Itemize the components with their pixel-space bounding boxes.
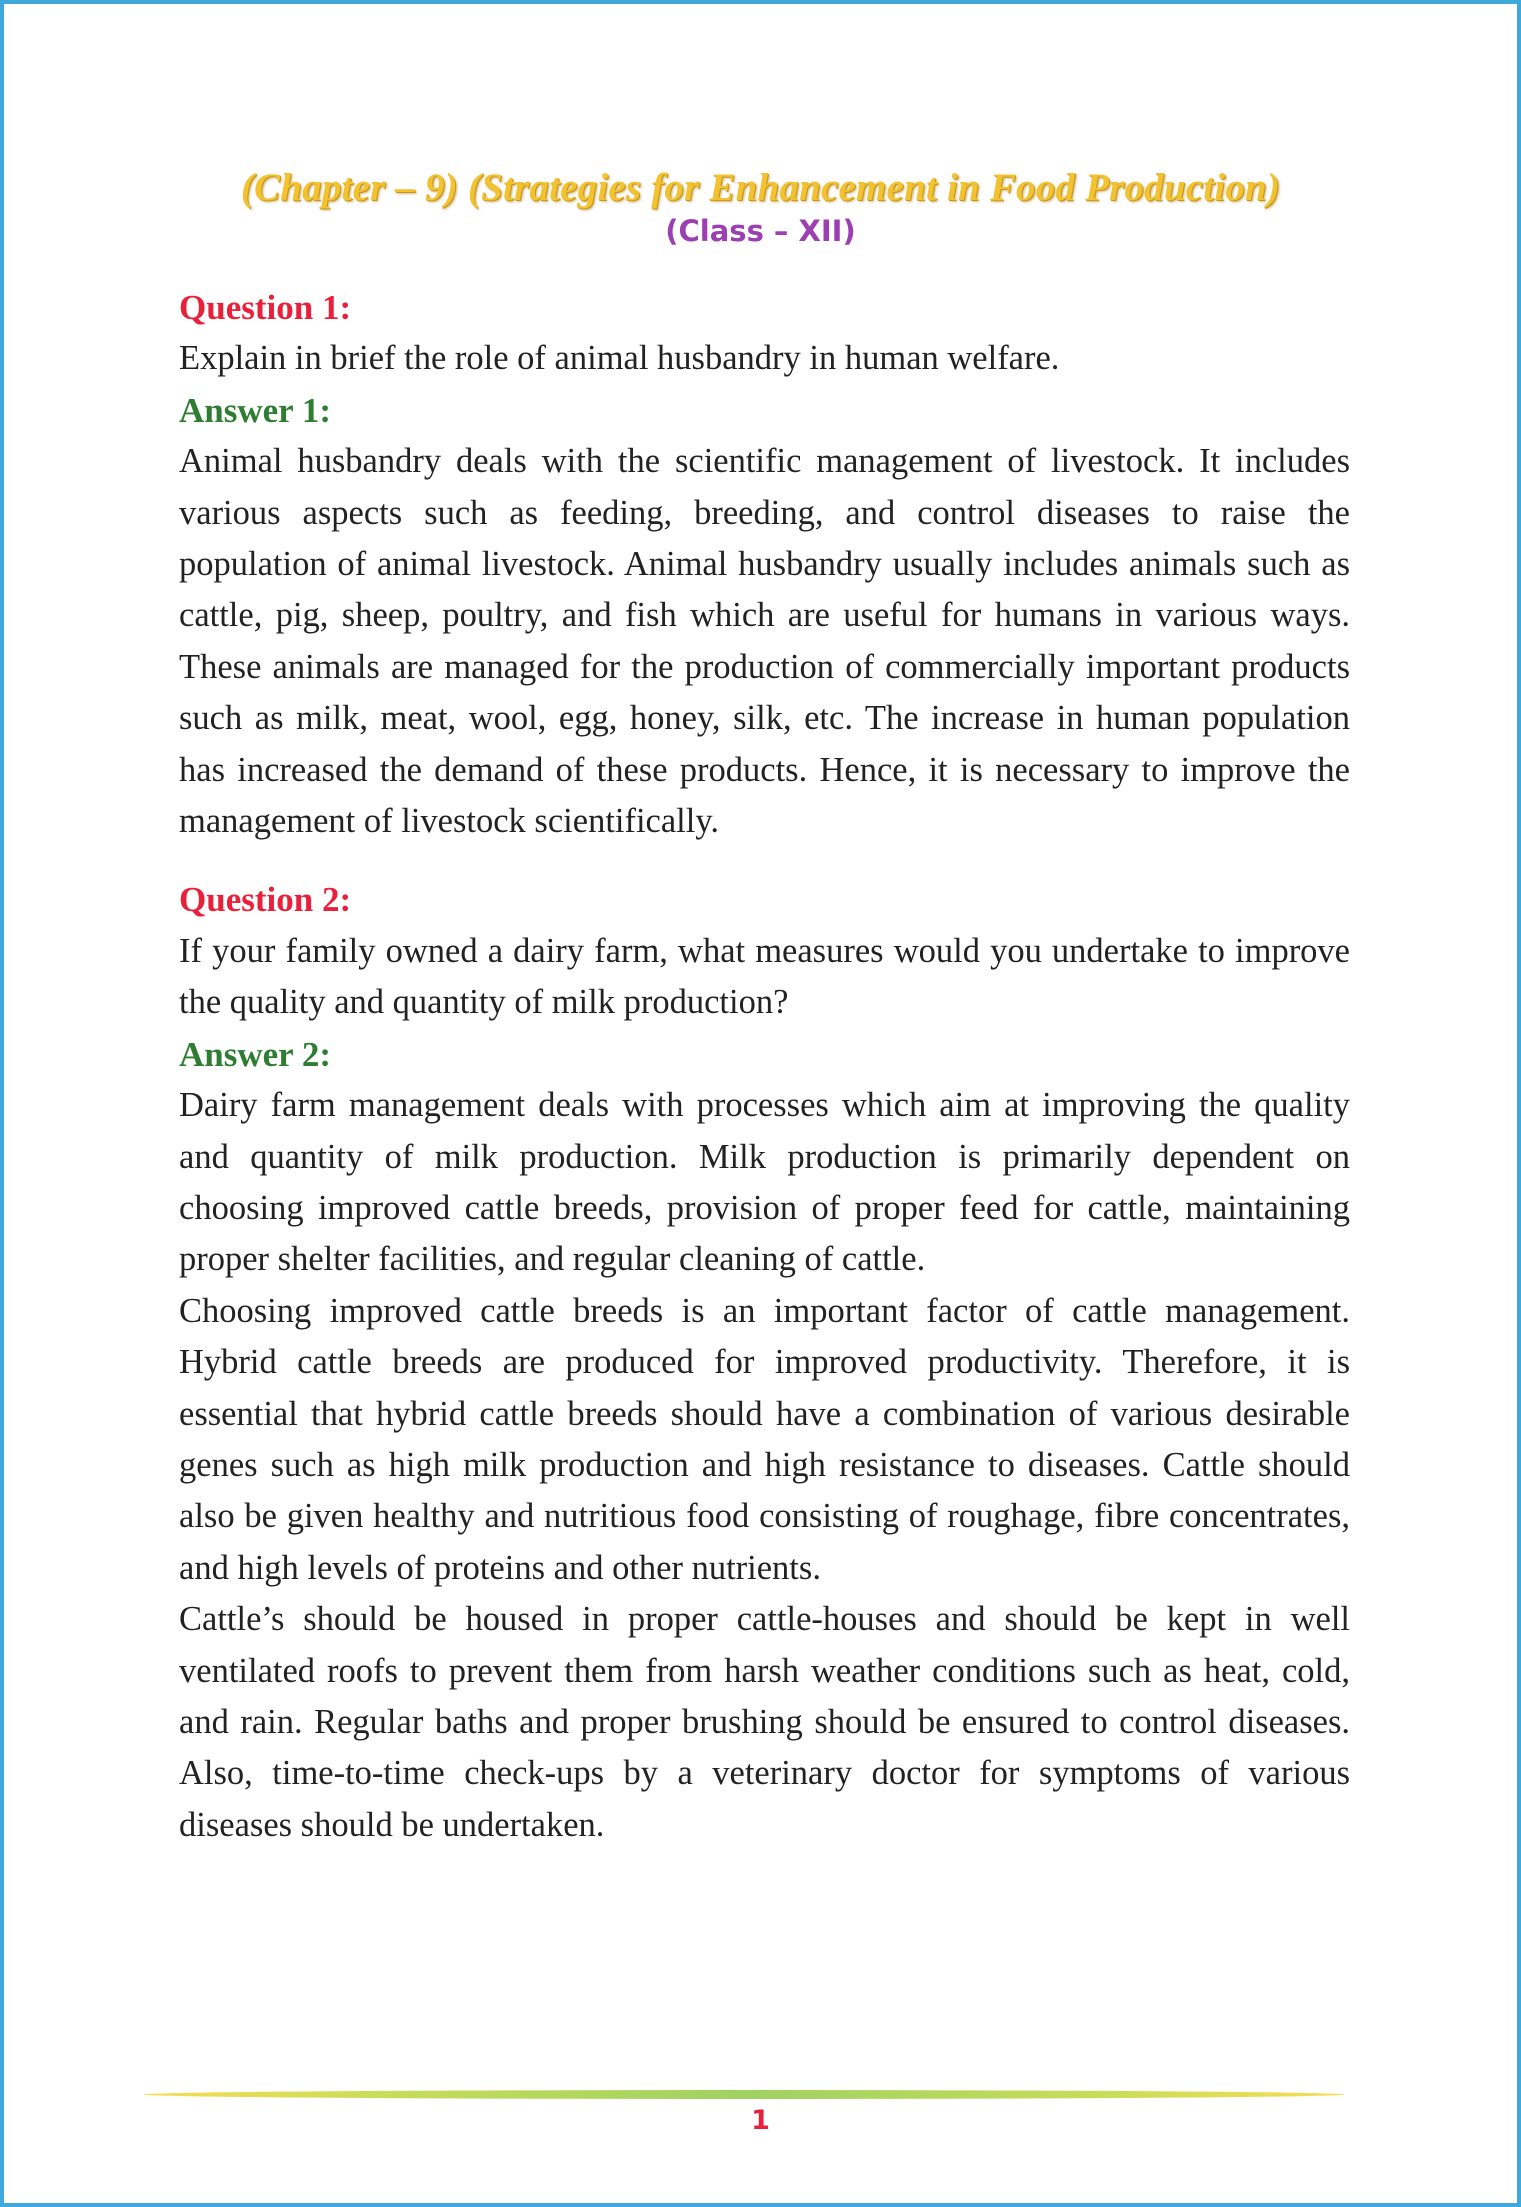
content-body [179,282,1350,1851]
page-header [4,166,1517,250]
answer-paragraph: Cattle’s should be housed in proper cattle-houses and should be kept in well ventilated roofs to prevent them from harsh weather conditions such as heat, cold, and rain. Regular baths and proper brushing should be ensured to control diseases. Also, time-to-time check-ups by a veterinary doctor for symptoms of various diseases should be undertaken. [179,1600,1350,1844]
answer-paragraph: Dairy farm management deals with processes which aim at improving the quality and quantity of milk production. Milk production is primarily dependent on choosing improved cattle breeds, provision of proper feed for cattle, maintaining proper shelter facilities, and regular cleaning of cattle. [179,1086,1350,1279]
question-label: Question 1: [179,288,352,327]
answer-label: Answer 1: [179,390,331,430]
page-number: 1 [751,2105,770,2136]
answer-paragraph: Animal husbandry deals with the scientific management of livestock. It includes various aspects such as feeding, breeding, and control diseases to raise the population of animal livestock. Animal husbandry usually includes animals such as cattle, pig, sheep, poultry, and fish which are useful for humans in various ways. These animals are managed for the production of commercially important products such as milk, meat, wool, egg, honey, silk, etc. The increase in human population has increased the demand of these products. Hence, it is necessary to improve the management of livestock scientifically. [179,442,1350,841]
question-label: Question 2: [179,880,352,920]
answer-paragraph: Choosing improved cattle breeds is an important factor of cattle management. Hybrid cattle breeds are produced for improved productivity. Therefore, it is essential that hybrid cattle breeds should have a combination of various desirable genes such as high milk production and high resistance to diseases. Cattle should also be given healthy and nutritious food consisting of roughage, fibre concentrates, and high levels of proteins and other nutrients. [179,1291,1350,1587]
question-text: Explain in brief the role of animal husbandry in human welfare. [179,339,1060,378]
section-spacer [179,847,1350,874]
question-block-2 [179,874,1350,1851]
chapter-title: (Chapter – 9) (Strategies for Enhancement in Food Production) [240,166,1281,209]
question-block-1 [179,282,1350,847]
answer-label: Answer 2: [179,1034,331,1074]
footer-divider [144,2090,1344,2099]
question-text: If your family owned a dairy farm, what measures would you undertake to improve the quality and quantity of milk production? [179,931,1350,1022]
class-label: (Class – XII) [665,214,856,248]
